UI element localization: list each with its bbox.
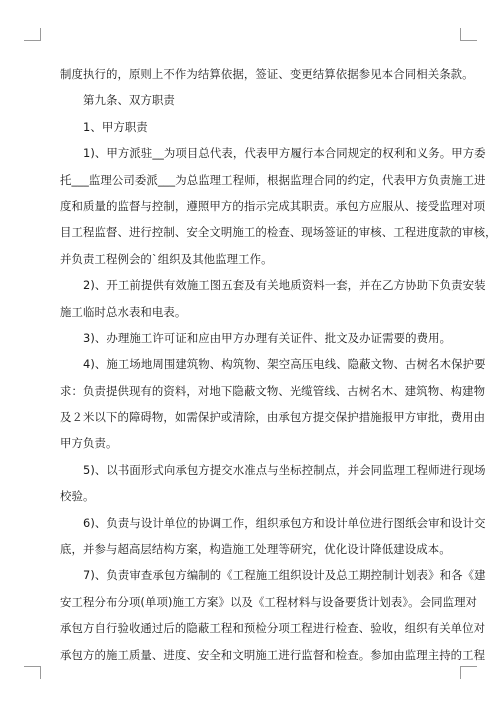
text-line: 7)、负责审查承包方编制的《工程施工组织设计及总工期控制计划表》和各《建 [83,568,486,583]
document-body [60,61,497,668]
text-line: 承包方的施工质量、进度、安全和文明施工进行监督和检查。参加由监理主持的工程 [60,647,486,662]
text-line: 3)、办理施工许可证和应由甲方办理有关证件、批文及办证需要的费用。 [83,330,452,345]
text-line: 并负责工程例会的`组织及其他监理工作。 [60,251,273,266]
text-line: 制度执行的，原则上不作为结算依据，签证、变更结算依据参见本合同相关条款。 [60,67,474,81]
text-line: 5)、以书面形式向承包方提交水准点与坐标控制点，并会同监理工程师进行现场 [83,462,486,477]
crop-mark-top-left [24,28,41,41]
crop-mark-bottom-left [24,666,41,679]
section-heading: 第九条、双方职责 [83,93,175,108]
text-line: 托___监理公司委派___为总监理工程师，根据监理合同的约定，代表甲方负责施工进 [60,172,486,187]
text-line: 施工临时总水表和电表。 [60,304,187,319]
text-line: 及２米以下的障碍物，如需保护或清除，由承包方提交保护措施报甲方审批，费用由 [60,410,486,425]
text-line: 度和质量的监督与控制，遵照甲方的指示完成其职责。承包方应服从、接受监理对项 [60,198,486,213]
text-line: 2)、开工前提供有效施工图五套及有关地质资料一套，并在乙方协助下负责安装 [83,278,486,293]
text-line: 目工程监督、进行控制、安全文明施工的检查、现场签证的审核、工程进度款的审核， [60,225,497,240]
text-line: 底，并参与超高层结构方案，构造施工处理等研究，优化设计降低建设成本。 [60,542,451,557]
text-line: 安工程分布分项(单项)施工方案》以及《工程材料与设备要货计划表》。会同监理对 [60,594,478,609]
text-line: 6)、负责与设计单位的协调工作，组织承包方和设计单位进行图纸会审和设计交 [83,515,486,530]
text-line: 4)、施工场地周围建筑物、构筑物、架空高压电线、隐蔽文物、古树名木保护要 [83,357,486,372]
text-line: 1)、甲方派驻__为项目总代表，代表甲方履行本合同规定的权利和义务。甲方委 [83,146,486,161]
crop-mark-top-right [460,28,477,41]
text-line: 承包方自行验收通过后的隐蔽工程和预检分项工程进行检查、验收，组织有关单位对 [60,621,486,636]
text-line: 校验。 [60,489,95,504]
crop-mark-bottom-right [460,666,477,679]
text-line: 甲方负责。 [60,436,118,451]
text-line: 求：负责提供现有的资料，对地下隐蔽文物、光缆管线、古树名木、建筑物、构建物 [60,383,486,398]
subsection-heading: 1、甲方职责 [83,119,148,134]
